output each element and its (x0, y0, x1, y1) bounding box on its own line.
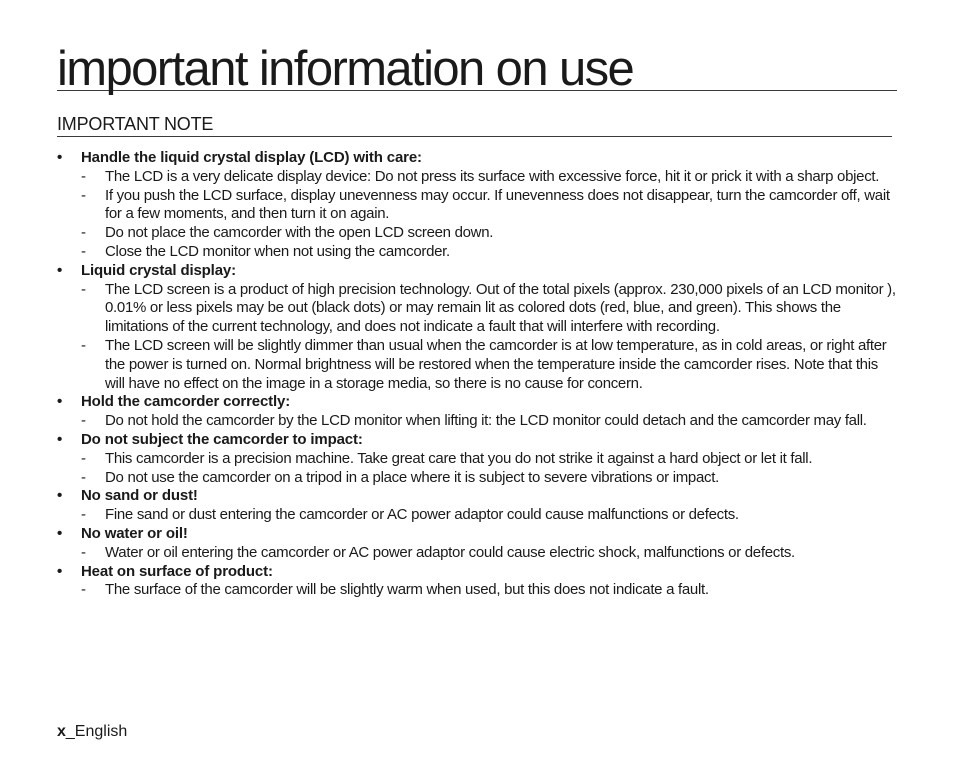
sub-list (81, 544, 897, 563)
sub-item (81, 544, 897, 563)
sub-item (81, 337, 897, 393)
sub-list (81, 506, 897, 525)
sub-item (81, 243, 897, 262)
dash-icon: - (81, 336, 86, 354)
sub-item (81, 506, 897, 525)
sub-item-text: Do not hold the camcorder by the LCD monitor when lifting it: the LCD monitor could detach and the camcorder may fall. (105, 412, 867, 430)
bullet-heading: No sand or dust! (81, 487, 198, 505)
dash-icon: - (81, 167, 86, 185)
section-heading: IMPORTANT NOTE (57, 115, 892, 137)
dash-icon: - (81, 186, 86, 204)
bullet-icon: • (57, 261, 63, 279)
sub-item (81, 450, 897, 469)
sub-item (81, 187, 897, 225)
dash-icon: - (81, 412, 86, 430)
bullet-item (57, 563, 897, 601)
dash-icon: - (81, 449, 86, 467)
sub-item (81, 581, 897, 600)
sub-list (81, 412, 897, 431)
sub-list (81, 450, 897, 488)
sub-list (81, 581, 897, 600)
sub-item (81, 168, 897, 187)
sub-item-text: Do not place the camcorder with the open LCD screen down. (105, 224, 494, 242)
footer-language: _English (65, 723, 128, 740)
bullet-icon: • (57, 562, 63, 580)
dash-icon: - (81, 280, 86, 298)
bullet-icon: • (57, 524, 63, 542)
bullet-item (57, 149, 897, 262)
bullet-item (57, 525, 897, 563)
dash-icon: - (81, 224, 86, 242)
bullet-heading: No water or oil! (81, 524, 188, 542)
sub-item (81, 224, 897, 243)
page-title (57, 38, 897, 96)
sub-item-text: Do not use the camcorder on a tripod in a place where it is subject to severe vibrations or impact. (105, 468, 719, 486)
dash-icon: - (81, 581, 86, 599)
sub-item-text: Water or oil entering the camcorder or AC power adaptor could cause electric shock, malfunctions or defects. (105, 543, 795, 561)
bullet-icon: • (57, 149, 63, 166)
dash-icon: - (81, 506, 86, 524)
sub-item-text: The surface of the camcorder will be slightly warm when used, but this does not indicate a fault. (105, 581, 709, 599)
bullet-item (57, 393, 897, 431)
sub-item-text: The LCD is a very delicate display device: Do not press its surface with excessive force, hit it or prick it with a sharp object. (105, 167, 880, 185)
sub-item (81, 412, 897, 431)
dash-icon: - (81, 468, 86, 486)
sub-item-text: Fine sand or dust entering the camcorder or AC power adaptor could cause malfunctions or defects. (105, 506, 739, 524)
page-footer (57, 722, 127, 742)
bullet-heading: Handle the liquid crystal display (LCD) with care: (81, 149, 422, 166)
sub-list (81, 168, 897, 262)
bullet-item (57, 431, 897, 487)
notes-list (57, 149, 897, 600)
sub-item-text: If you push the LCD surface, display unevenness may occur. If unevenness does not disappear, turn the camcorder off, wait for a few moments, and then turn it on again. (105, 186, 890, 223)
sub-list (81, 281, 897, 394)
bullet-icon: • (57, 487, 63, 505)
bullet-icon: • (57, 430, 63, 448)
bullet-heading: Liquid crystal display: (81, 261, 236, 279)
page-number: x (57, 723, 66, 740)
sub-item-text: This camcorder is a precision machine. Take great care that you do not strike it against a hard object or let it fall. (105, 449, 813, 467)
bullet-icon: • (57, 393, 63, 411)
bullet-heading: Heat on surface of product: (81, 562, 273, 580)
bullet-heading: Do not subject the camcorder to impact: (81, 430, 363, 448)
sub-item-text: The LCD screen will be slightly dimmer than usual when the camcorder is at low temperature, as in cold areas, or right after the power is turned on. Normal brightness will be restored when the temperature inside the camcorder rises. Note that this will have no effect on the image in a storage media, so there is no cause for concern. (105, 336, 887, 392)
sub-item (81, 469, 897, 488)
bullet-heading: Hold the camcorder correctly: (81, 393, 291, 411)
dash-icon: - (81, 543, 86, 561)
bullet-item (57, 487, 897, 525)
page-title-text: important information on use (57, 42, 634, 96)
sub-item-text: The LCD screen is a product of high precision technology. Out of the total pixels (approx. 230,000 pixels of an LCD monitor ), 0.01% or less pixels may be out (black dots) or may remain lit as colored dots (red, blue, and green). This shows the limitations of the current technology, and does not indicate a fault that will interfere with recording. (105, 280, 896, 336)
sub-item-text: Close the LCD monitor when not using the camcorder. (105, 242, 450, 260)
dash-icon: - (81, 242, 86, 260)
sub-item (81, 281, 897, 337)
bullet-item (57, 262, 897, 394)
